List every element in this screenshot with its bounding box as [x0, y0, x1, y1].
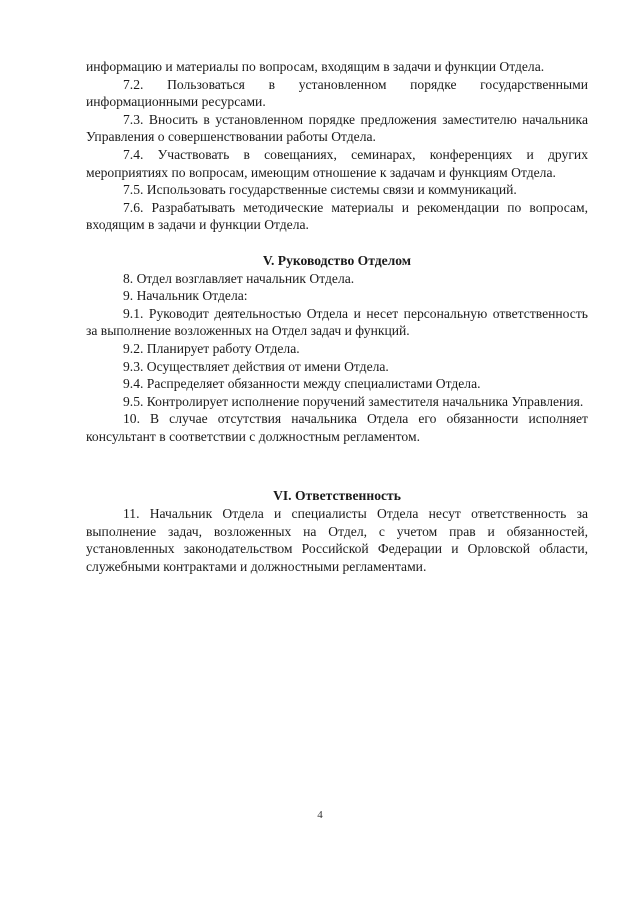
- paragraph-7-2: 7.2. Пользоваться в установленном порядке государственными информационными ресурсами.: [86, 76, 588, 110]
- paragraph-7-6: 7.6. Разрабатывать методические материалы и рекомендации по вопросам, входящим в задачи и функции Отдела.: [86, 199, 588, 233]
- page-number: 4: [317, 809, 323, 821]
- paragraph-7-5: 7.5. Использовать государственные системы связи и коммуникаций.: [123, 182, 517, 198]
- section-6-heading: VI. Ответственность: [273, 488, 401, 504]
- paragraph-10: 10. В случае отсутствия начальника Отдела его обязанности исполняет консультант в соответствии с должностным регламентом.: [86, 411, 588, 444]
- paragraph-9-5: 9.5. Контролирует исполнение поручений заместителя начальника Управления.: [123, 393, 584, 409]
- paragraph-7-4: 7.4. Участвовать в совещаниях, семинарах, конференциях и других мероприятиях по вопросам, имеющим отношение к задачам и функциям Отдела.: [86, 146, 588, 180]
- paragraph-7-3: 7.3. Вносить в установленном порядке предложения заместителю начальника Управления о совершенствовании работы Отдела.: [86, 111, 588, 145]
- intro-paragraph: информацию и материалы по вопросам, входящим в задачи и функции Отдела.: [86, 59, 545, 74]
- paragraph-8: 8. Отдел возглавляет начальник Отдела.: [123, 270, 355, 286]
- document-page: [86, 58, 588, 575]
- paragraph-9: 9. Начальник Отдела:: [123, 288, 248, 304]
- paragraph-11: 11. Начальник Отдела и специалисты Отдела несут ответственность за выполнение задач, возложенных на Отдел, с учетом прав и обязанностей, установленных законодательством Российской Федерации и Орловской области, служебными контрактами и должностными регламентами.: [86, 506, 588, 574]
- paragraph-9-3: 9.3. Осуществляет действия от имени Отдела.: [123, 358, 389, 374]
- section-5-heading: V. Руководство Отделом: [262, 252, 412, 268]
- paragraph-9-2: 9.2. Планирует работу Отдела.: [123, 340, 300, 356]
- paragraph-9-4: 9.4. Распределяет обязанности между специалистами Отдела.: [123, 376, 481, 392]
- paragraph-9-1: 9.1. Руководит деятельностью Отдела и несет персональную ответственность за выполнение возложенных на Отдел задач и функций.: [86, 305, 588, 339]
